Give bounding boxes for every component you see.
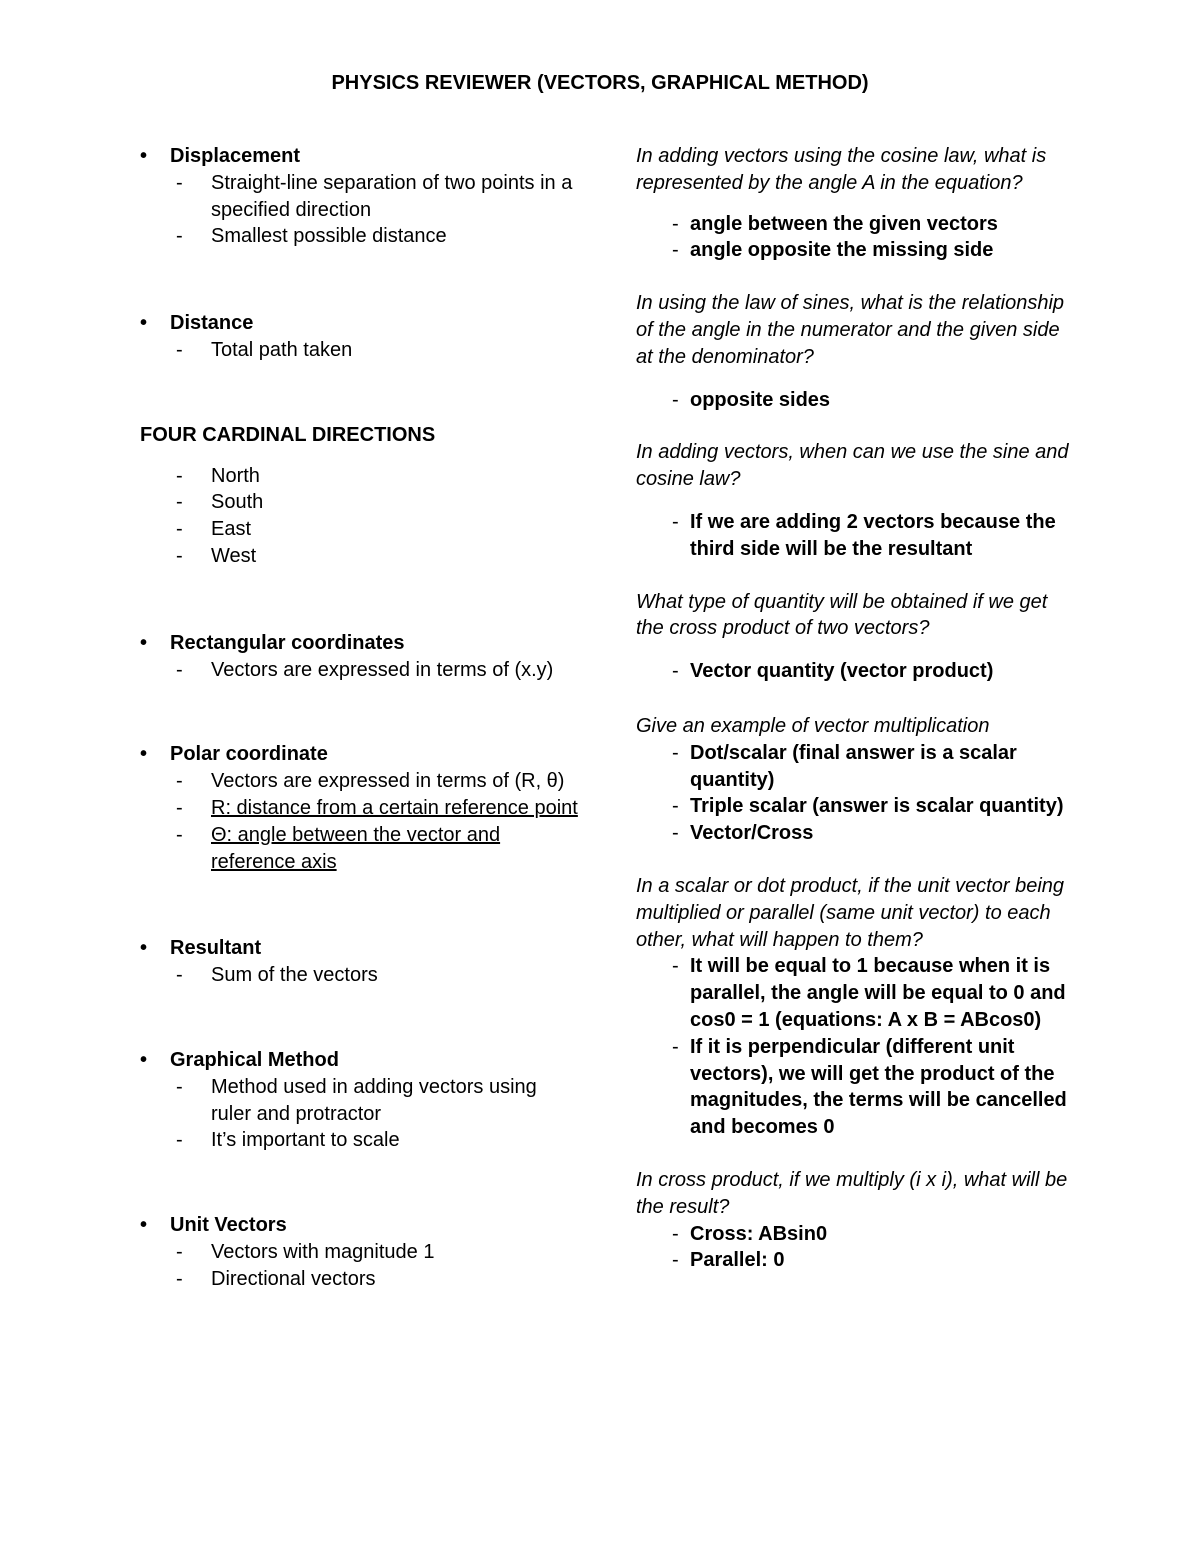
answer-item: - Vector/Cross: [636, 820, 1076, 847]
dash-icon: -: [672, 388, 679, 411]
answer-item: - angle opposite the missing side: [636, 237, 1076, 264]
section-polar-heading: • Polar coordinate: [140, 741, 580, 768]
dash-icon: -: [176, 796, 183, 819]
list-item: - Straight-line separation of two points in a specified direction: [176, 171, 573, 221]
dash-icon: -: [176, 338, 183, 361]
question-text: In adding vectors using the cosine law, what is represented by the angle A in the equation?: [636, 145, 1047, 194]
bullet-icon: •: [140, 743, 148, 766]
list-item: - North: [140, 463, 580, 490]
list-item: - Directional vectors: [140, 1266, 580, 1293]
question-text: In cross product, if we multiply (i x i), what will be the result?: [636, 1168, 1068, 1218]
question-text: In adding vectors, when can we use the sine and cosine law?: [636, 441, 1069, 491]
answer-item: - If we are adding 2 vectors because the third side will be the resultant: [672, 510, 1056, 560]
dash-icon: -: [176, 171, 183, 194]
question-text: In a scalar or dot product, if the unit vector being multiplied or parallel (same unit vector) to each other, what will happen to them?: [636, 874, 1065, 951]
dash-icon: -: [672, 822, 679, 845]
dash-icon: -: [176, 1075, 183, 1098]
question-text: Give an example of vector multiplication: [636, 714, 990, 737]
section-unit-vectors-heading: • Unit Vectors: [140, 1212, 580, 1239]
left-column: [140, 143, 580, 1293]
question-text: What type of quantity will be obtained if we get the cross product of two vectors?: [636, 590, 1048, 640]
dash-icon: -: [176, 1240, 183, 1263]
answer-item: - Parallel: 0: [636, 1247, 1076, 1274]
dash-icon: -: [176, 1267, 183, 1290]
section-graphical-heading: • Graphical Method: [140, 1047, 580, 1074]
bullet-icon: •: [140, 145, 148, 167]
list-item: - Smallest possible distance: [140, 223, 580, 250]
answer-item: - angle between the given vectors: [636, 211, 1076, 238]
dash-icon: -: [176, 518, 183, 541]
dash-icon: -: [176, 1129, 183, 1152]
dash-icon: -: [176, 823, 183, 846]
dash-icon: -: [672, 795, 679, 818]
dash-icon: -: [176, 964, 183, 987]
dash-icon: -: [672, 510, 679, 533]
list-item: - Θ: angle between the vector and reference axis: [176, 823, 501, 873]
section-displacement-heading: • Displacement: [140, 143, 580, 170]
dash-icon: -: [672, 1249, 679, 1272]
list-item: - R: distance from a certain reference point: [140, 795, 580, 822]
dash-icon: -: [672, 955, 679, 978]
list-item: - It’s important to scale: [140, 1127, 580, 1154]
list-item: - South: [140, 489, 580, 516]
list-item: - Sum of the vectors: [140, 962, 580, 989]
bullet-icon: •: [140, 312, 148, 335]
right-column: [636, 143, 1076, 1274]
dash-icon: -: [176, 225, 183, 248]
bullet-icon: •: [140, 631, 148, 654]
answer-item: - opposite sides: [636, 387, 1076, 414]
bullet-icon: •: [140, 1048, 148, 1071]
list-item: - Method used in adding vectors using ruler and protractor: [176, 1075, 537, 1125]
dash-icon: -: [176, 544, 183, 567]
dash-icon: -: [672, 1035, 679, 1058]
list-item: - East: [140, 516, 580, 543]
bullet-icon: •: [140, 937, 148, 960]
list-item: - Vectors are expressed in terms of (R, θ): [140, 768, 580, 795]
dash-icon: -: [176, 658, 183, 681]
list-item: - Vectors are expressed in terms of (x.y): [140, 657, 580, 684]
dash-icon: -: [176, 770, 183, 793]
answer-item: - Vector quantity (vector product): [636, 658, 1076, 685]
page-title: PHYSICS REVIEWER (VECTORS, GRAPHICAL METHOD): [331, 72, 869, 94]
list-item: - Vectors with magnitude 1: [140, 1239, 580, 1266]
dash-icon: -: [176, 491, 183, 514]
dash-icon: -: [672, 212, 679, 235]
list-item: - Total path taken: [140, 337, 580, 364]
section-distance-heading: • Distance: [140, 310, 580, 337]
dash-icon: -: [672, 1222, 679, 1245]
answer-item: - If it is perpendicular (different unit vectors), we will get the product of the magnitudes, the terms will be cancelled and becomes 0: [672, 1035, 1067, 1139]
answer-item: - It will be equal to 1 because when it is parallel, the angle will be equal to 0 and cos0 = 1 (equations: A x B = ABcos0): [672, 955, 1066, 1031]
dash-icon: -: [672, 660, 679, 683]
answer-item: - Triple scalar (answer is scalar quantity): [636, 793, 1076, 820]
dash-icon: -: [672, 741, 679, 764]
question-text: In using the law of sines, what is the relationship of the angle in the numerator and the given side at the denominator?: [636, 292, 1065, 368]
answer-item: - Dot/scalar (final answer is a scalar quantity): [672, 741, 1017, 791]
list-item: - West: [140, 543, 580, 570]
dash-icon: -: [176, 464, 183, 487]
bullet-icon: •: [140, 1214, 148, 1237]
section-resultant-heading: • Resultant: [140, 935, 580, 962]
dash-icon: -: [672, 239, 679, 262]
section-cardinal-heading: FOUR CARDINAL DIRECTIONS: [140, 423, 436, 446]
answer-item: - Cross: ABsin0: [636, 1221, 1076, 1248]
section-rectangular-heading: • Rectangular coordinates: [140, 630, 580, 657]
